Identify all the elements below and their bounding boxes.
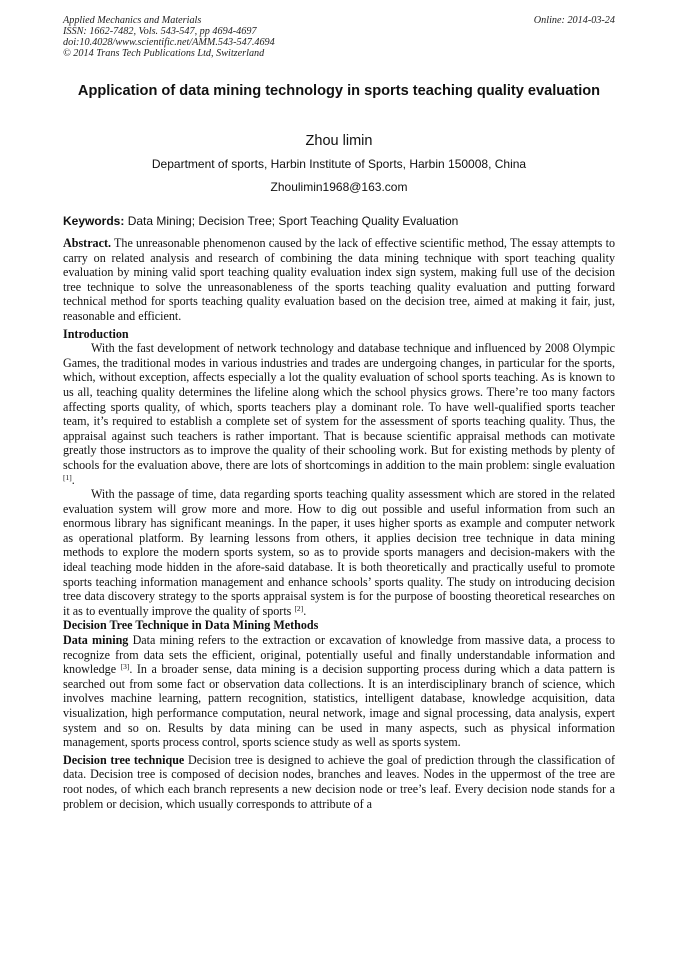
intro-p2-text: With the passage of time, data regarding sports teaching quality assessment which are stored in the related evaluation system will grow more and more. How to dig out possible and useful information from such an enormous library has significant meanings. In the paper, it uses higher sports as example and computer network as operational platform. By learning lessons from others, it applies decision tree technique in data mining methods to explore the modern sports system, so as to provide sports managers and decision-makers with the ideal teaching mode hidden in the afore-said database. It is both theoretically and practically useful to promote sports teaching information management and enhance schools’ sports quality. The study on introducing decision tree data discovery strategy to the sports appraisal system is for the purpose of boosting theoretical researches on it as to eventually improve the quality of sports: [63, 487, 615, 618]
decision-tree-text: Decision tree is designed to achieve the goal of prediction through the classification of data. Decision tree is composed of decision nodes, branches and leaves. Nodes in the uppermost of the tree are root nodes, of which each branch represents a new decision node or tree’s leaf. Every decision node stands for a problem or decision, which usually corresponds to attribute of a: [63, 752, 615, 811]
author-name: Zhou limin: [305, 133, 373, 149]
data-mining-label: Data mining: [63, 633, 129, 648]
paper-title: Application of data mining technology in sports teaching quality evaluation: [77, 83, 601, 99]
copyright-line: © 2014 Trans Tech Publications Ltd, Switzerland: [63, 48, 265, 59]
intro-paragraph-1: [63, 341, 615, 487]
journal-header: [63, 15, 615, 59]
decision-tree-paragraph: [63, 753, 615, 811]
paper-body: [63, 236, 615, 811]
online-date: Online: 2014-03-24: [533, 15, 615, 26]
doi-line: doi:10.4028/www.scientific.net/AMM.543-547.4694: [63, 37, 275, 48]
author-email: Zhoulimin1968@163.com: [270, 180, 408, 194]
keywords-line: [63, 214, 615, 228]
introduction-heading: Introduction: [63, 326, 129, 341]
data-mining-text-2: . In a broader sense, data mining is a decision supporting process during which a data pattern is searched out from some fact or observation data collections. It is an interdisciplinary branch of science, which involves machine learning, pattern recognition, statistics, intelligent database, knowledge acquisition, data visualization, high performance computation, neural network, image and signal processing, data analysis, expert system and so on. Results by data mining can be used in many aspects, such as physical information management, sports process control, sports science study as well as sports system.: [63, 662, 615, 750]
intro-p1-end: .: [71, 472, 75, 487]
data-mining-paragraph: [63, 633, 615, 750]
abstract-label: Abstract.: [63, 236, 112, 250]
abstract-paragraph: [63, 236, 615, 324]
section-heading-decision-tree: Decision Tree Technique in Data Mining Methods: [63, 618, 319, 633]
citation-3: [3]: [120, 662, 130, 672]
intro-paragraph-2: [63, 487, 615, 618]
author-affiliation: Department of sports, Harbin Institute of Sports, Harbin 150008, China: [151, 157, 527, 171]
keywords-label: Keywords:: [63, 214, 125, 228]
abstract-text: The unreasonable phenomenon caused by the lack of effective scientific method, The essay attempts to carry on related analysis and research of combining the data mining technique with sport teaching quality evaluation by mining valid sport teaching quality evaluation index sign system, making full use of the decision tree technique to solve the unreasonableness of the sports teaching quality evaluation and putting forward technical method for sports teaching quality evaluation based on the decision tree, aimed at making it fair, just, reasonable and efficient.: [63, 236, 615, 323]
citation-2: [2]: [294, 603, 304, 613]
citation-1: [1]: [63, 472, 72, 482]
intro-p2-end: .: [303, 603, 307, 618]
keywords-text: Data Mining; Decision Tree; Sport Teaching Quality Evaluation: [127, 214, 459, 228]
decision-tree-label: Decision tree technique: [63, 752, 185, 767]
data-mining-text-1: Data mining refers to the extraction or excavation of knowledge from massive data, a process to recognize from data sets the efficient, original, potentially useful and finally understandable information and knowledge: [63, 633, 616, 677]
journal-name: Applied Mechanics and Materials: [63, 15, 202, 26]
intro-p1-text: With the fast development of network technology and database technique and influenced by 2008 Olympic Games, the traditional modes in various industries and trades are undergoing changes, in particular for the sports, which, without exception, affects especially a lot the quality evaluation of school sports teaching. As is known to us all, teaching quality determines the lifeline along which the school physics grows. There’re too many factors affecting sports quality, of which, sports teachers play a dominant role. To have well-qualified sports teacher team, it’s required to establish a complete set of system for the assessment of sports teaching quality. Thus, the appraisal against such teachers is rather important. That is because scientific appraisal methods can motivate greatly those instructors as to improve the quality of their schooling work. But for existing methods by plenty of schools for the evaluation above, there are lots of shortcomings in addition to the main problem: single evaluation: [63, 341, 615, 472]
issn-line: ISSN: 1662-7482, Vols. 543-547, pp 4694-4697: [63, 26, 257, 37]
